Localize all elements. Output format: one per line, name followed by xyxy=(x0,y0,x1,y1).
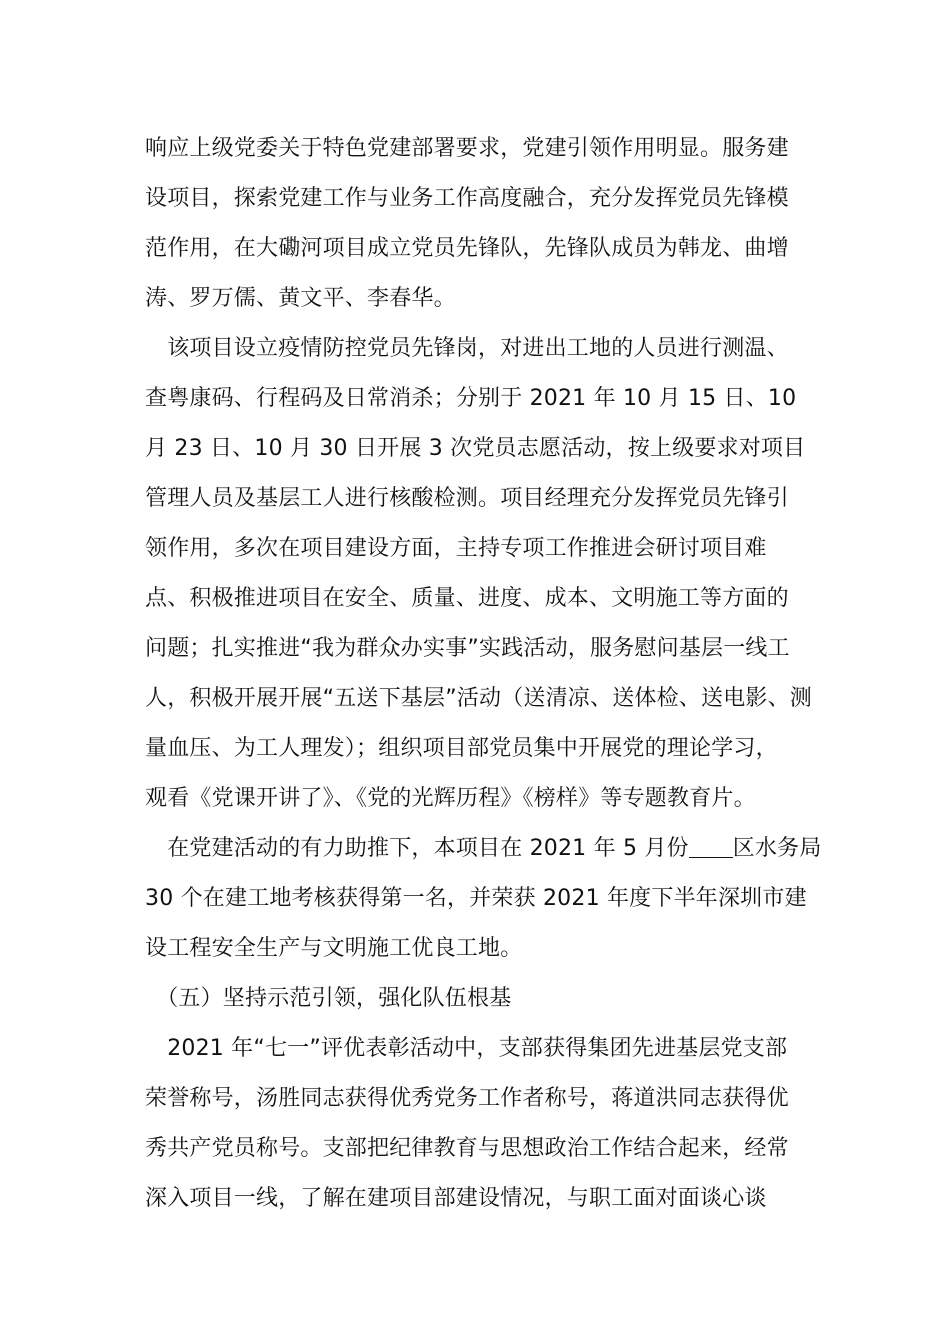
paragraph-3-line-1-start: 在党建活动的有力助推下，本项目在 2021 年 5 月份 xyxy=(145,836,689,861)
paragraph-2-line-5: 领作用，多次在项目建设方面，主持专项工作推进会研讨项目难 xyxy=(145,536,767,561)
paragraph-3-line-3: 设工程安全生产与文明施工优良工地。 xyxy=(145,936,523,961)
paragraph-2-line-4: 管理人员及基层工人进行核酸检测。项目经理充分发挥党员先锋引 xyxy=(145,486,789,511)
fill-in-blank xyxy=(689,837,733,858)
paragraph-3-line-2: 30 个在建工地考核获得第一名，并荣获 2021 年度下半年深圳市建 xyxy=(145,886,807,911)
paragraph-2-line-9: 量血压、为工人理发）；组织项目部党员集中开展党的理论学习， xyxy=(145,736,778,761)
paragraph-2-line-7: 问题；扎实推进“我为群众办实事”实践活动，服务慰问基层一线工 xyxy=(145,636,790,661)
paragraph-1-line-2: 设项目，探索党建工作与业务工作高度融合，充分发挥党员先锋模 xyxy=(145,186,789,211)
paragraph-4-line-4: 深入项目一线，了解在建项目部建设情况，与职工面对面谈心谈 xyxy=(145,1186,767,1211)
paragraph-4-line-1: 2021 年“七一”评优表彰活动中，支部获得集团先进基层党支部 xyxy=(145,1036,788,1061)
paragraph-1-line-3: 范作用，在大磡河项目成立党员先锋队，先锋队成员为韩龙、曲增 xyxy=(145,236,789,261)
paragraph-2-line-6: 点、积极推进项目在安全、质量、进度、成本、文明施工等方面的 xyxy=(145,586,789,611)
paragraph-2-line-8: 人，积极开展开展“五送下基层”活动（送清凉、送体检、送电影、测 xyxy=(145,686,812,711)
paragraph-2-line-3: 月 23 日、10 月 30 日开展 3 次党员志愿活动，按上级要求对项目 xyxy=(145,436,806,461)
section-heading: （五）坚持示范引领，强化队伍根基 xyxy=(145,986,512,1011)
paragraph-1-line-1: 响应上级党委关于特色党建部署要求，党建引领作用明显。服务建 xyxy=(145,136,789,161)
paragraph-2-line-10: 观看《党课开讲了》、《党的光辉历程》《榜样》等专题教育片。 xyxy=(145,786,756,811)
paragraph-4-line-3: 秀共产党员称号。支部把纪律教育与思想政治工作结合起来，经常 xyxy=(145,1136,789,1161)
paragraph-3-line-1-end: 区水务局 xyxy=(732,836,822,861)
paragraph-2-line-2: 查粤康码、行程码及日常消杀；分别于 2021 年 10 月 15 日、10 xyxy=(145,386,797,411)
paragraph-1-line-4: 涛、罗万儒、黄文平、李春华。 xyxy=(145,286,456,311)
paragraph-4-line-2: 荣誉称号，汤胜同志获得优秀党务工作者称号，蒋道洪同志获得优 xyxy=(145,1086,789,1111)
paragraph-2-line-1: 该项目设立疫情防控党员先锋岗，对进出工地的人员进行测温、 xyxy=(145,336,789,361)
paragraph-3-line-1 xyxy=(145,834,822,864)
